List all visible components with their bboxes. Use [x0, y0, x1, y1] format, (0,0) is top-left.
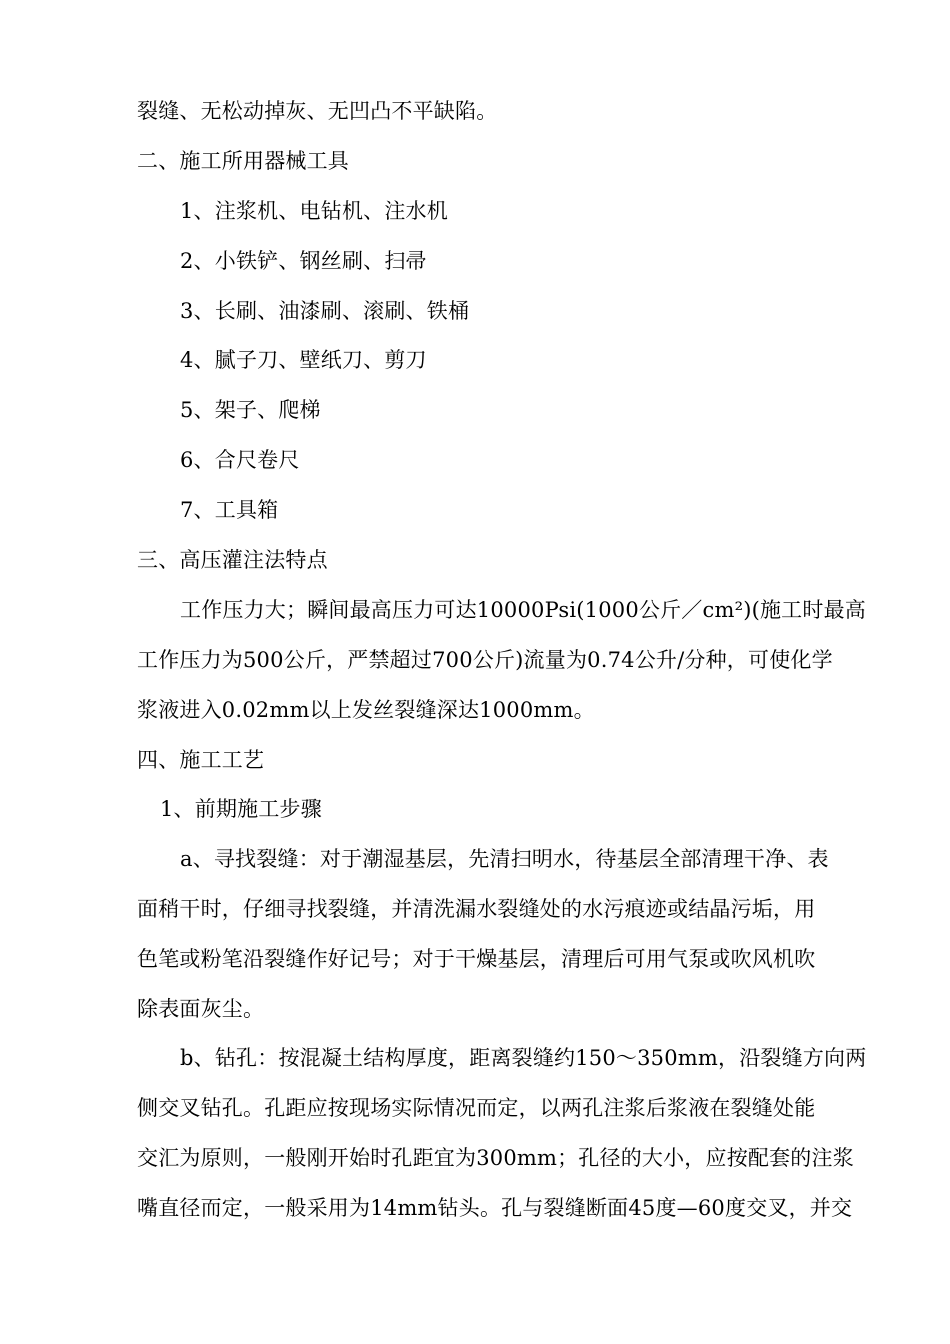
section-heading-2: 二、施工所用器械工具	[137, 149, 349, 173]
list-item-2: 2、小铁铲、钢丝刷、扫帚	[180, 249, 427, 273]
list-item-6: 6、合尺卷尺	[180, 448, 300, 472]
paragraph-line: 浆液进入0.02mm以上发丝裂缝深达1000mm。	[137, 698, 595, 722]
paragraph-line: 工作压力大；瞬间最高压力可达10000Psi(1000公斤／cm²)(施工时最高	[180, 598, 866, 622]
text-line-continuation: 裂缝、无松动掉灰、无凹凸不平缺陷。	[137, 99, 498, 123]
section-heading-4: 四、施工工艺	[137, 748, 265, 772]
paragraph-line: 交汇为原则，一般刚开始时孔距宜为300mm；孔径的大小，应按配套的注浆	[137, 1146, 854, 1170]
list-item-5: 5、架子、爬梯	[180, 398, 321, 422]
paragraph-line: b、钻孔：按混凝土结构厚度，距离裂缝约150～350mm，沿裂缝方向两	[180, 1046, 867, 1070]
list-item-1: 1、注浆机、电钻机、注水机	[180, 199, 448, 223]
paragraph-line: 嘴直径而定，一般采用为14mm钻头。孔与裂缝断面45度—60度交叉，并交	[137, 1196, 853, 1220]
paragraph-line: 色笔或粉笔沿裂缝作好记号；对于干燥基层，清理后可用气泵或吹风机吹	[137, 947, 816, 971]
paragraph-line: a、寻找裂缝：对于潮湿基层，先清扫明水，待基层全部清理干净、表	[180, 847, 829, 871]
subsection-heading-1: 1、前期施工步骤	[160, 797, 322, 821]
section-heading-3: 三、高压灌注法特点	[137, 548, 328, 572]
list-item-4: 4、腻子刀、壁纸刀、剪刀	[180, 348, 427, 372]
list-item-7: 7、工具箱	[180, 498, 279, 522]
list-item-3: 3、长刷、油漆刷、滚刷、铁桶	[180, 299, 470, 323]
paragraph-line: 工作压力为500公斤，严禁超过700公斤)流量为0.74公升/分种，可使化学	[137, 648, 833, 672]
paragraph-line: 侧交叉钻孔。孔距应按现场实际情况而定，以两孔注浆后浆液在裂缝处能	[137, 1096, 816, 1120]
paragraph-line: 面稍干时，仔细寻找裂缝，并清洗漏水裂缝处的水污痕迹或结晶污垢，用	[137, 897, 816, 921]
paragraph-line: 除表面灰尘。	[137, 997, 265, 1021]
